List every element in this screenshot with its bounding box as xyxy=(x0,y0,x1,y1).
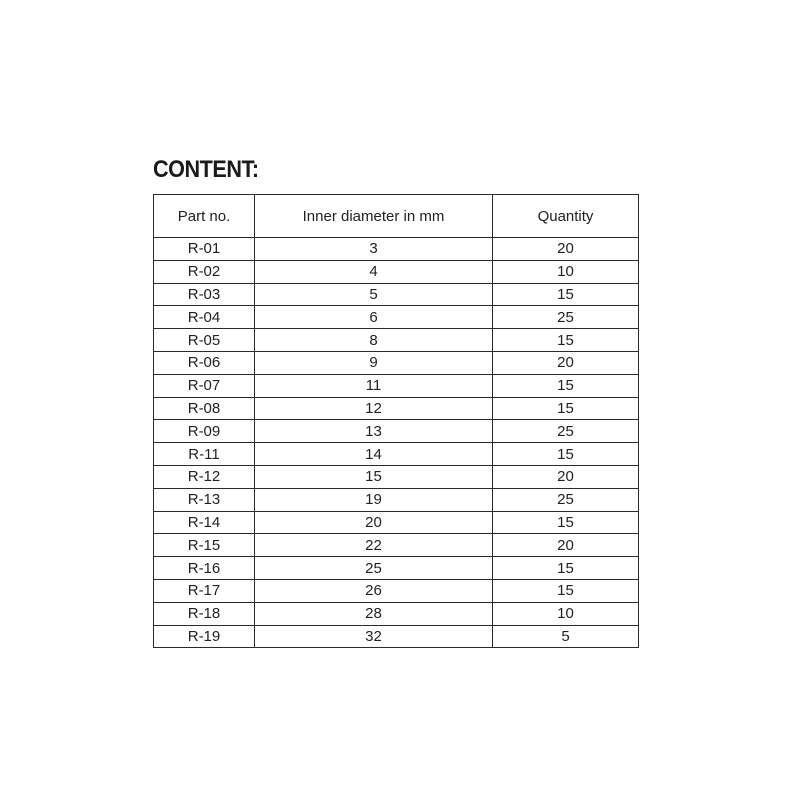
table-row xyxy=(154,420,639,443)
quantity-cell: 25 xyxy=(493,420,639,443)
column-header-quantity: Quantity xyxy=(493,195,639,238)
part-no-cell: R-05 xyxy=(154,329,255,352)
part-no-cell: R-04 xyxy=(154,306,255,329)
inner-diameter-cell: 11 xyxy=(255,374,493,397)
quantity-cell: 15 xyxy=(493,329,639,352)
quantity-cell: 20 xyxy=(493,534,639,557)
table-row xyxy=(154,602,639,625)
table-row xyxy=(154,579,639,602)
quantity-cell: 15 xyxy=(493,397,639,420)
inner-diameter-cell: 5 xyxy=(255,283,493,306)
inner-diameter-cell: 22 xyxy=(255,534,493,557)
part-no-cell: R-09 xyxy=(154,420,255,443)
part-no-cell: R-06 xyxy=(154,351,255,374)
table-body xyxy=(154,238,639,648)
table-row xyxy=(154,260,639,283)
part-no-cell: R-02 xyxy=(154,260,255,283)
inner-diameter-cell: 12 xyxy=(255,397,493,420)
quantity-cell: 10 xyxy=(493,602,639,625)
inner-diameter-cell: 25 xyxy=(255,557,493,580)
inner-diameter-cell: 8 xyxy=(255,329,493,352)
quantity-cell: 15 xyxy=(493,557,639,580)
quantity-cell: 15 xyxy=(493,511,639,534)
inner-diameter-cell: 14 xyxy=(255,443,493,466)
quantity-cell: 20 xyxy=(493,351,639,374)
inner-diameter-cell: 28 xyxy=(255,602,493,625)
table-row xyxy=(154,397,639,420)
part-no-cell: R-08 xyxy=(154,397,255,420)
inner-diameter-cell: 13 xyxy=(255,420,493,443)
part-no-cell: R-01 xyxy=(154,238,255,261)
table-row xyxy=(154,488,639,511)
part-no-cell: R-12 xyxy=(154,465,255,488)
table-row xyxy=(154,511,639,534)
quantity-cell: 20 xyxy=(493,465,639,488)
page-title: CONTENT: xyxy=(153,156,259,183)
table-row xyxy=(154,306,639,329)
table-header-row xyxy=(154,195,639,238)
content-table xyxy=(153,194,639,648)
quantity-cell: 25 xyxy=(493,306,639,329)
quantity-cell: 5 xyxy=(493,625,639,648)
part-no-cell: R-07 xyxy=(154,374,255,397)
table-row xyxy=(154,238,639,261)
inner-diameter-cell: 32 xyxy=(255,625,493,648)
table-header xyxy=(154,195,639,238)
quantity-cell: 15 xyxy=(493,579,639,602)
table-row xyxy=(154,625,639,648)
part-no-cell: R-11 xyxy=(154,443,255,466)
quantity-cell: 15 xyxy=(493,374,639,397)
inner-diameter-cell: 3 xyxy=(255,238,493,261)
inner-diameter-cell: 20 xyxy=(255,511,493,534)
part-no-cell: R-13 xyxy=(154,488,255,511)
column-header-part-no: Part no. xyxy=(154,195,255,238)
quantity-cell: 25 xyxy=(493,488,639,511)
table-row xyxy=(154,329,639,352)
column-header-inner-diameter: Inner diameter in mm xyxy=(255,195,493,238)
part-no-cell: R-15 xyxy=(154,534,255,557)
inner-diameter-cell: 4 xyxy=(255,260,493,283)
table-row xyxy=(154,374,639,397)
table-row xyxy=(154,443,639,466)
inner-diameter-cell: 9 xyxy=(255,351,493,374)
table-row xyxy=(154,557,639,580)
table-row xyxy=(154,465,639,488)
part-no-cell: R-14 xyxy=(154,511,255,534)
quantity-cell: 15 xyxy=(493,443,639,466)
part-no-cell: R-17 xyxy=(154,579,255,602)
table-row xyxy=(154,534,639,557)
part-no-cell: R-19 xyxy=(154,625,255,648)
part-no-cell: R-16 xyxy=(154,557,255,580)
inner-diameter-cell: 19 xyxy=(255,488,493,511)
quantity-cell: 20 xyxy=(493,238,639,261)
part-no-cell: R-03 xyxy=(154,283,255,306)
inner-diameter-cell: 15 xyxy=(255,465,493,488)
table-row xyxy=(154,283,639,306)
table-row xyxy=(154,351,639,374)
quantity-cell: 15 xyxy=(493,283,639,306)
inner-diameter-cell: 26 xyxy=(255,579,493,602)
inner-diameter-cell: 6 xyxy=(255,306,493,329)
quantity-cell: 10 xyxy=(493,260,639,283)
part-no-cell: R-18 xyxy=(154,602,255,625)
